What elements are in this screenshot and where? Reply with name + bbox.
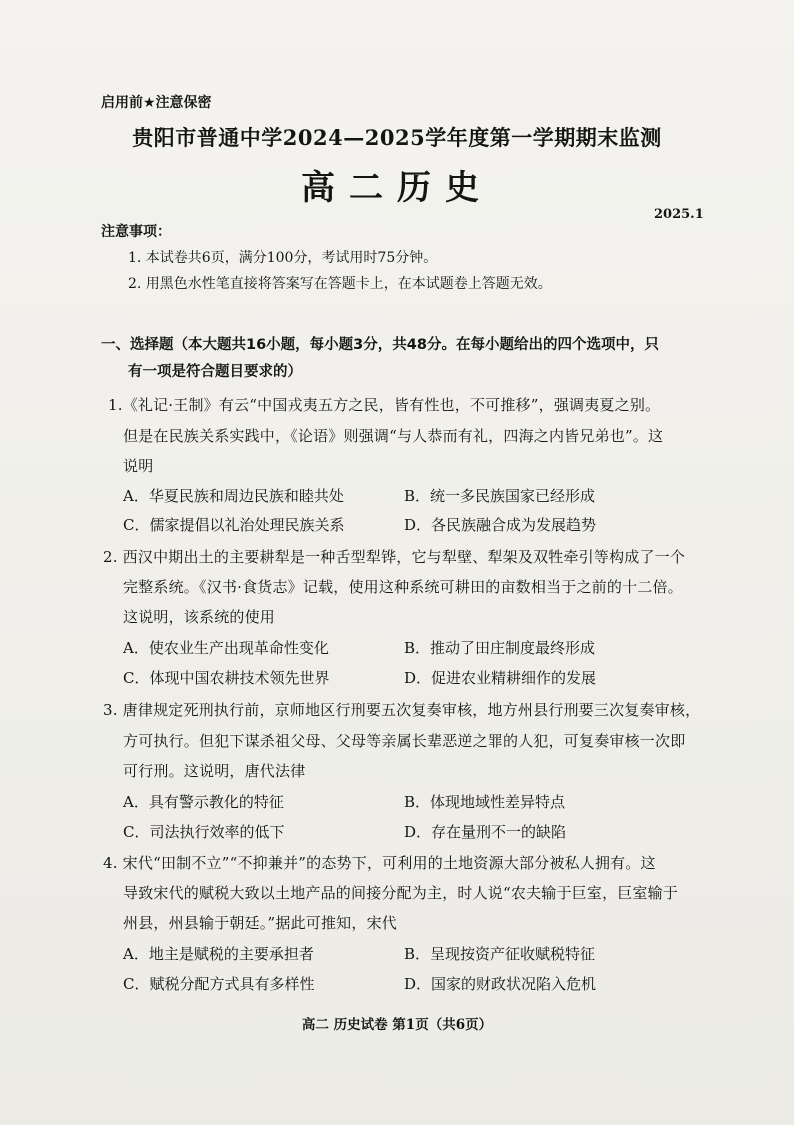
option-d: D．各民族融合成为发展趋势 bbox=[404, 516, 597, 534]
subject-title: 高二历史 bbox=[301, 168, 493, 208]
question-text: 1.《礼记·王制》有云“中国戎夷五方之民，皆有性也，不可推移”，强调夷夏之别。 bbox=[108, 396, 661, 414]
question-text: 3. 唐律规定死刑执行前，京师地区行刑要五次复奏审核，地方州县行刑要三次复奏审核， bbox=[103, 701, 701, 719]
question-text: 可行刑。这说明，唐代法律 bbox=[123, 762, 306, 780]
question-text: 但是在民族关系实践中，《论语》则强调“与人恭而有礼，四海之内皆兄弟也”。这 bbox=[123, 427, 664, 445]
question-text: 这说明，该系统的使用 bbox=[123, 608, 276, 626]
option-c: C．儒家提倡以礼治处理民族关系 bbox=[123, 516, 345, 534]
question-text: 方可执行。但犯下谋杀祖父母、父母等亲属长辈恶逆之罪的人犯，可复奏审核一次即 bbox=[123, 732, 686, 750]
option-b: B．推动了田庄制度最终形成 bbox=[404, 639, 596, 657]
exam-title: 贵阳市普通中学2024—2025学年度第一学期期末监测 bbox=[132, 125, 662, 150]
notice-item: 1. 本试卷共6页，满分100分，考试用时75分钟。 bbox=[128, 250, 438, 266]
section-instructions: 有一项是符合题目要求的） bbox=[128, 364, 302, 380]
section-instructions: 一、选择题（本大题共16小题，每小题3分，共48分。在每小题给出的四个选项中，只 bbox=[101, 337, 659, 353]
option-b: B．体现地域性差异特点 bbox=[404, 793, 566, 811]
notice-heading: 注意事项： bbox=[101, 224, 171, 240]
option-d: D．存在量刑不一的缺陷 bbox=[404, 823, 567, 841]
option-d: D．促进农业精耕细作的发展 bbox=[404, 669, 597, 687]
option-d: D．国家的财政状况陷入危机 bbox=[404, 975, 597, 993]
question-text: 2. 西汉中期出土的主要耕犁是一种舌型犁铧，它与犁壁、犁架及双牲牵引等构成了一个 bbox=[103, 548, 686, 566]
question-text: 完整系统。《汉书·食货志》记载，使用这种系统可耕田的亩数相当于之前的十二倍。 bbox=[123, 578, 683, 596]
question-text: 4. 宋代“田制不立”“不抑兼并”的态势下，可利用的土地资源大部分被私人拥有。这 bbox=[103, 854, 656, 872]
option-a: A．华夏民族和周边民族和睦共处 bbox=[123, 487, 344, 505]
option-a: A．地主是赋税的主要承担者 bbox=[123, 945, 314, 963]
confidential-label: 启用前★注意保密 bbox=[101, 95, 212, 111]
option-c: C．司法执行效率的低下 bbox=[123, 823, 285, 841]
question-text: 导致宋代的赋税大致以土地产品的间接分配为主，时人说“农夫输于巨室，巨室输于 bbox=[123, 884, 679, 902]
notice-item: 2. 用黑色水性笔直接将答案写在答题卡上，在本试题卷上答题无效。 bbox=[128, 276, 552, 292]
question-text: 说明 bbox=[123, 457, 154, 475]
option-b: B．呈现按资产征收赋税特征 bbox=[404, 945, 596, 963]
question-text: 州县，州县输于朝廷。”据此可推知，宋代 bbox=[123, 914, 397, 932]
page-footer: 高二 历史试卷 第1页（共6页） bbox=[301, 1017, 493, 1033]
option-c: C．体现中国农耕技术领先世界 bbox=[123, 669, 330, 687]
exam-date: 2025.1 bbox=[654, 207, 704, 222]
option-c: C．赋税分配方式具有多样性 bbox=[123, 975, 315, 993]
option-b: B．统一多民族国家已经形成 bbox=[404, 487, 596, 505]
option-a: A．具有警示教化的特征 bbox=[123, 793, 284, 811]
option-a: A．使农业生产出现革命性变化 bbox=[123, 639, 329, 657]
